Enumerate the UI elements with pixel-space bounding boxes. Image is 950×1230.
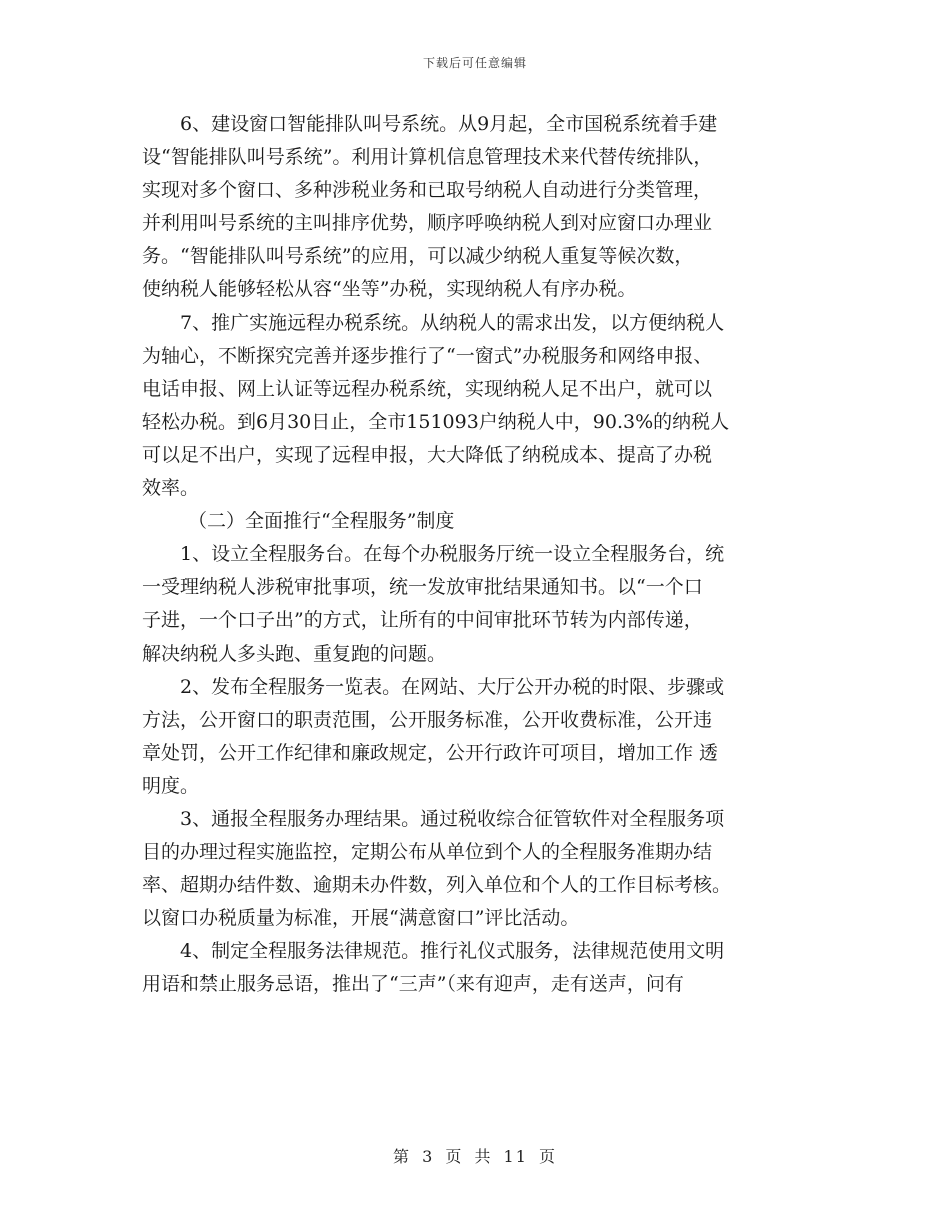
paragraph-line: 子进，一个口子出”的方式，让所有的中间审批环节转为内部传递， [142,609,703,632]
document-body [142,108,810,1002]
paragraph-line: 1、设立全程服务台。在每个办税服务厅统一设立全程服务台，统 [180,543,725,566]
paragraph-line: 2、发布全程服务一览表。在网站、大厅公开办税的时限、步骤或 [180,675,725,698]
paragraph-line: 章处罚，公开工作纪律和廉政规定，公开行政许可项目，增加工作 透 [142,741,719,764]
paragraph-line: 4、制定全程服务法律规范。推行礼仪式服务，法律规范使用文明 [180,940,725,963]
paragraph-line: 以窗口办税质量为标准，开展“满意窗口”评比活动。 [142,907,580,930]
paragraph-line: 目的办理过程实施监控，定期公布从单位到个人的全程服务准期办结 [142,841,713,864]
paragraph-line: 实现对多个窗口、多种涉税业务和已取号纳税人自动进行分类管理， [142,179,713,202]
paragraph-line: 率、超期办结件数、逾期未办件数，列入单位和个人的工作目标考核。 [142,874,732,897]
paragraph-line: 使纳税人能够轻松从容“坐等”办税，实现纳税人有序办税。 [142,278,637,301]
paragraph-line: 3、通报全程服务办理结果。通过税收综合征管软件对全程服务项 [180,807,725,830]
paragraph-line: 效率。 [142,477,200,500]
paragraph-line: 解决纳税人多头跑、重复跑的问题。 [142,642,447,665]
paragraph-line: 用语和禁止服务忌语，推出了“三声”（来有迎声，走有送声，问有 [142,973,684,996]
paragraph-line: 方法，公开窗口的职责范围，公开服务标准，公开收费标准，公开违 [142,708,713,731]
page-footer: 第 3 页 共 11 页 [393,1147,557,1166]
header-note: 下载后可任意编辑 [422,56,527,70]
section-heading: （二）全面推行“全程服务”制度 [188,510,455,533]
paragraph-line: 为轴心，不断探究完善并逐步推行了“一窗式”办税服务和网络申报、 [142,344,713,367]
paragraph-line: 可以足不出户，实现了远程申报，大大降低了纳税成本、提高了办税 [142,443,713,466]
paragraph-line: 务。“智能排队叫号系统”的应用，可以减少纳税人重复等候次数， [142,245,694,268]
paragraph-line: 6、建设窗口智能排队叫号系统。从9月起，全市国税系统着手建 [180,113,718,135]
paragraph-line: 电话申报、网上认证等远程办税系统，实现纳税人足不出户，就可以 [142,377,713,400]
paragraph-line: 明度。 [142,774,200,797]
paragraph-line: 7、推广实施远程办税系统。从纳税人的需求出发，以方便纳税人 [180,311,725,334]
paragraph-line: 并利用叫号系统的主叫排序优势，顺序呼唤纳税人到对应窗口办理业 [142,212,713,235]
paragraph-line: 设“智能排队叫号系统”。利用计算机信息管理技术来代替传统排队， [142,146,713,169]
paragraph-line: 轻松办税。到6月30日止，全市151093户纳税人中，90.3%的纳税人 [142,410,730,433]
paragraph-line: 一受理纳税人涉税审批事项，统一发放审批结果通知书。以“一个口 [142,576,703,599]
